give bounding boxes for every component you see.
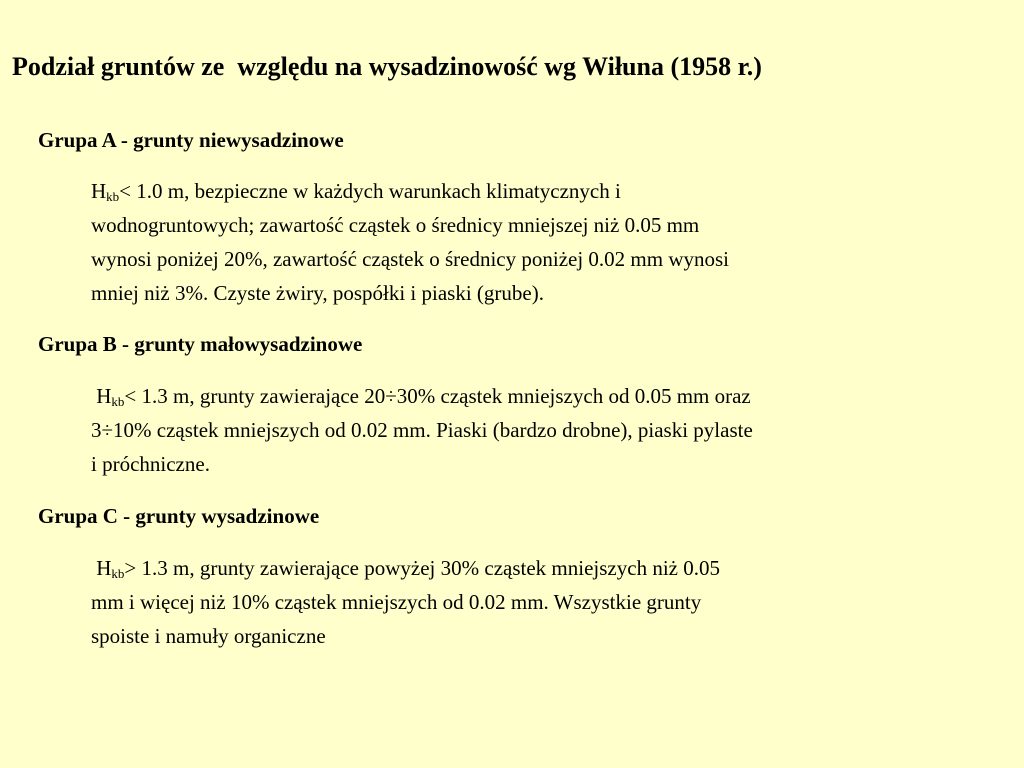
slide-title: Podział gruntów ze względu na wysadzinowość wg Wiłuna (1958 r.) bbox=[12, 52, 762, 81]
group-b-symbol-subscript: kb bbox=[111, 394, 125, 409]
group-a-line-4: mniej niż 3%. Czyste żwiry, pospółki i piaski (grube). bbox=[91, 281, 544, 305]
group-c-line-3: spoiste i namuły organiczne bbox=[91, 624, 326, 648]
group-a-symbol: H bbox=[91, 179, 107, 203]
group-c-line-1-text: > 1.3 m, grunty zawierające powyżej 30% cząstek mniejszych niż 0.05 bbox=[124, 556, 720, 580]
group-a-symbol-subscript: kb bbox=[106, 189, 120, 204]
group-b-description bbox=[91, 379, 996, 481]
group-c-symbol: H bbox=[96, 556, 112, 580]
group-b-line-1-text: < 1.3 m, grunty zawierające 20÷30% cząstek mniejszych od 0.05 mm oraz bbox=[124, 384, 751, 408]
group-b-line-3: i próchniczne. bbox=[91, 452, 210, 476]
group-c-description bbox=[91, 551, 996, 653]
group-c-symbol-subscript: kb bbox=[111, 566, 125, 581]
group-c-line-2: mm i więcej niż 10% cząstek mniejszych od 0.02 mm. Wszystkie grunty bbox=[91, 590, 702, 614]
group-a-line-3: wynosi poniżej 20%, zawartość cząstek o średnicy poniżej 0.02 mm wynosi bbox=[91, 247, 730, 271]
group-a-line-2: wodnogruntowych; zawartość cząstek o średnicy mniejszej niż 0.05 mm bbox=[91, 213, 700, 237]
group-b-line-2: 3÷10% cząstek mniejszych od 0.02 mm. Piaski (bardzo drobne), piaski pylaste bbox=[91, 418, 753, 442]
group-c-line-1 bbox=[91, 551, 996, 585]
group-a-heading: Grupa A - grunty niewysadzinowe bbox=[38, 128, 344, 152]
group-b-symbol: H bbox=[96, 384, 112, 408]
group-b-heading: Grupa B - grunty małowysadzinowe bbox=[38, 332, 363, 356]
group-a-line-1 bbox=[91, 174, 996, 208]
group-c-heading: Grupa C - grunty wysadzinowe bbox=[38, 504, 320, 528]
group-b-line-1 bbox=[91, 379, 996, 413]
group-a-description bbox=[91, 174, 996, 310]
group-a-line-1-text: < 1.0 m, bezpieczne w każdych warunkach klimatycznych i bbox=[119, 179, 621, 203]
